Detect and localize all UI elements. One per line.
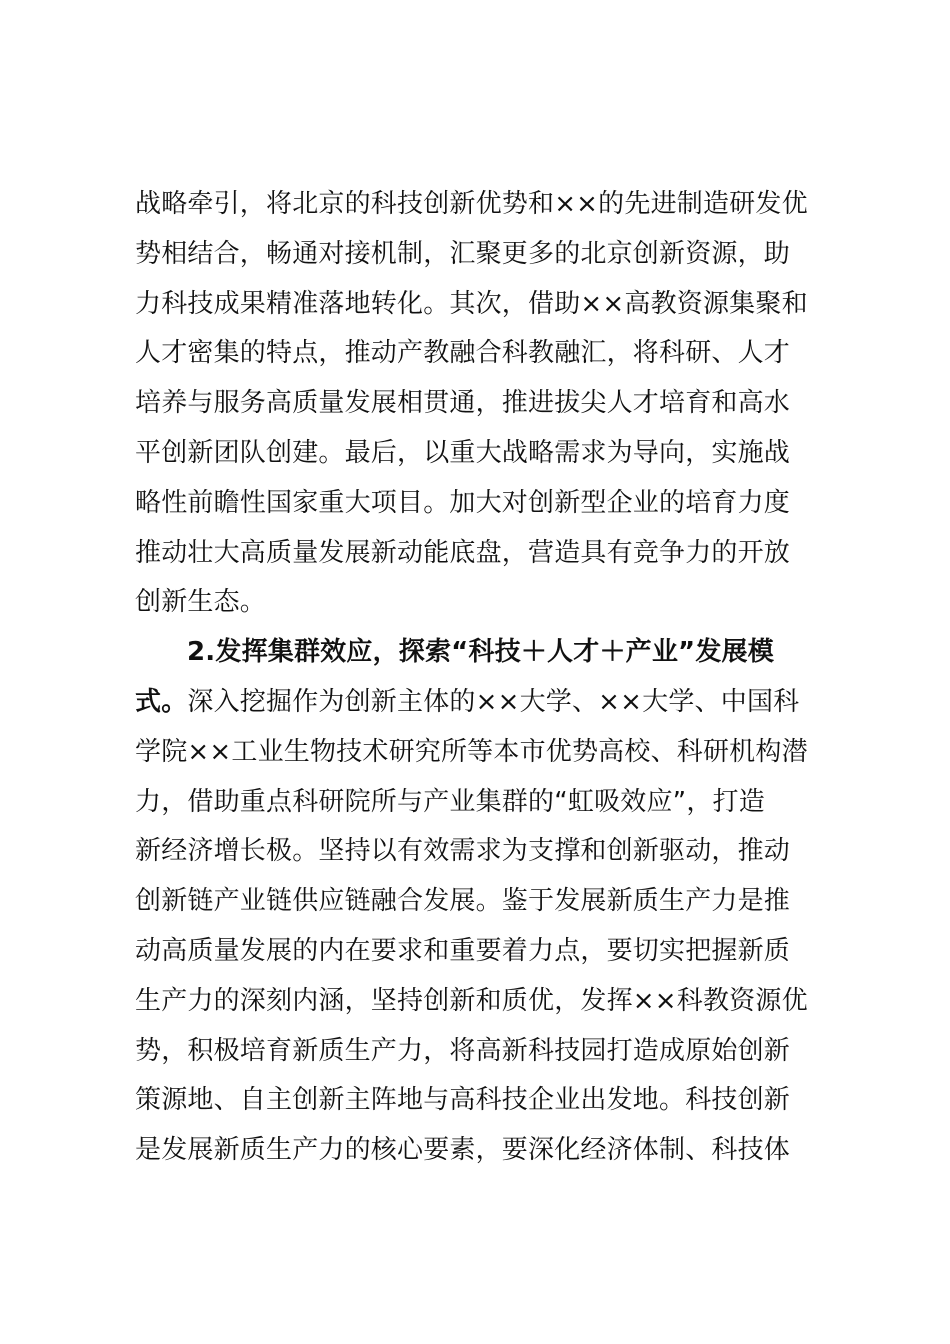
- section-heading: 2.发挥集群效应，探索“科技＋人才＋产业”发展模: [187, 637, 774, 668]
- text-line: 创新生态。: [135, 587, 267, 618]
- paragraph-1: [135, 180, 855, 628]
- section-heading-end: 式。: [135, 686, 188, 717]
- text-line: 力科技成果精准落地转化。其次，借助××高教资源集聚和: [135, 288, 808, 319]
- text-line: [135, 678, 855, 728]
- text-line: 平创新团队创建。最后，以重大战略需求为导向，实施战: [135, 437, 791, 468]
- text-line-rest: 深入挖掘作为创新主体的××大学、××大学、中国科: [187, 686, 800, 717]
- text-line: 新经济增长极。坚持以有效需求为支撑和创新驱动，推动: [135, 836, 791, 867]
- text-line: 动高质量发展的内在要求和重要着力点，要切实把握新质: [135, 935, 791, 966]
- text-line: 人才密集的特点，推动产教融合科教融汇，将科研、人才: [135, 338, 791, 369]
- text-line: 策源地、自主创新主阵地与高科技企业出发地。科技创新: [135, 1085, 791, 1116]
- text-line: 是发展新质生产力的核心要素，要深化经济体制、科技体: [135, 1135, 791, 1166]
- text-line: 力，借助重点科研院所与产业集群的“虹吸效应”，打造: [135, 786, 765, 817]
- text-line: 创新链产业链供应链融合发展。鉴于发展新质生产力是推: [135, 886, 791, 917]
- text-line: 培养与服务高质量发展相贯通，推进拔尖人才培育和高水: [135, 388, 791, 419]
- text-line: 势，积极培育新质生产力，将高新科技园打造成原始创新: [135, 1035, 791, 1066]
- paragraph-2: [135, 628, 855, 1176]
- text-line: 略性前瞻性国家重大项目。加大对创新型企业的培育力度: [135, 487, 791, 518]
- text-line: 生产力的深刻内涵，坚持创新和质优，发挥××科教资源优: [135, 985, 808, 1016]
- text-line: 战略牵引，将北京的科技创新优势和××的先进制造研发优: [135, 189, 808, 219]
- text-line: 推动壮大高质量发展新动能底盘，营造具有竞争力的开放: [135, 537, 791, 568]
- text-line: 学院××工业生物技术研究所等本市优势高校、科研机构潜: [135, 736, 808, 767]
- body-text: [135, 180, 855, 1176]
- text-line: 势相结合，畅通对接机制，汇聚更多的北京创新资源，助: [135, 238, 791, 269]
